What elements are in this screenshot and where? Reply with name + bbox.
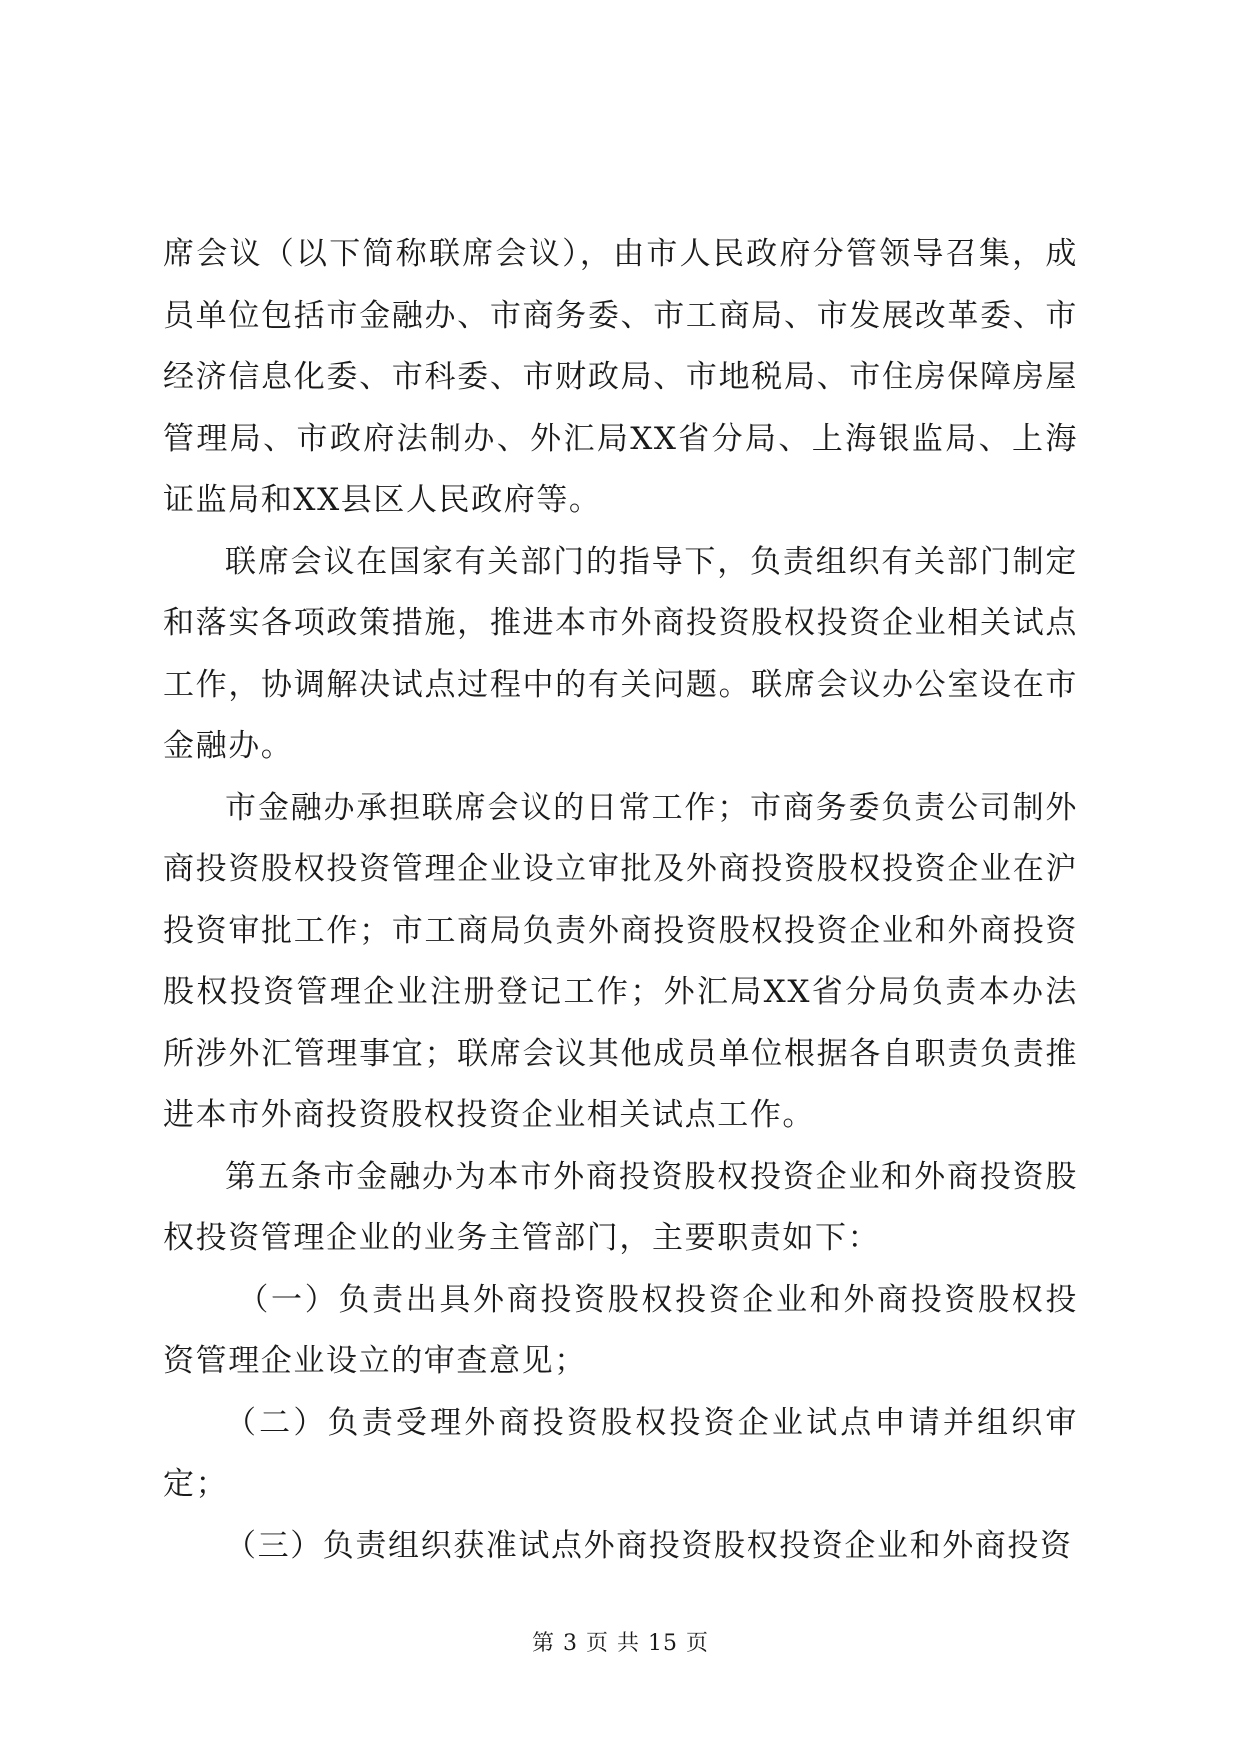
paragraph-article-five: 第五条市金融办为本市外商投资股权投资企业和外商投资股权投资管理企业的业务主管部门，主要职责如下： [163, 1158, 1078, 1256]
paragraph-joint-meeting-duties: 联席会议在国家有关部门的指导下，负责组织有关部门制定和落实各项政策措施，推进本市外商投资股权投资企业相关试点工作，协调解决试点过程中的有关问题。联席会议办公室设在市金融办。 [163, 543, 1078, 764]
document-body [163, 224, 1078, 1577]
page-number-footer: 第 3 页 共 15 页 [532, 1631, 709, 1656]
paragraph-joint-meeting-members: 席会议（以下简称联席会议），由市人民政府分管领导召集，成员单位包括市金融办、市商务委、市工商局、市发展改革委、市经济信息化委、市科委、市财政局、市地税局、市住房保障房屋管理局、市政府法制办、外汇局XX省分局、上海银监局、上海证监局和XX县区人民政府等。 [163, 236, 1078, 518]
paragraph-item-three: （三）负责组织获准试点外商投资股权投资企业和外商投资 [225, 1527, 1073, 1564]
paragraph-office-responsibilities: 市金融办承担联席会议的日常工作；市商务委负责公司制外商投资股权投资管理企业设立审批及外商投资股权投资企业在沪投资审批工作；市工商局负责外商投资股权投资企业和外商投资股权投资管理企业注册登记工作；外汇局XX省分局负责本办法所涉外汇管理事宜；联席会议其他成员单位根据各自职责负责推进本市外商投资股权投资企业相关试点工作。 [163, 789, 1078, 1133]
paragraph-item-two: （二）负责受理外商投资股权投资企业试点申请并组织审定； [163, 1404, 1078, 1502]
paragraph-item-one: （一）负责出具外商投资股权投资企业和外商投资股权投资管理企业设立的审查意见； [163, 1281, 1078, 1379]
